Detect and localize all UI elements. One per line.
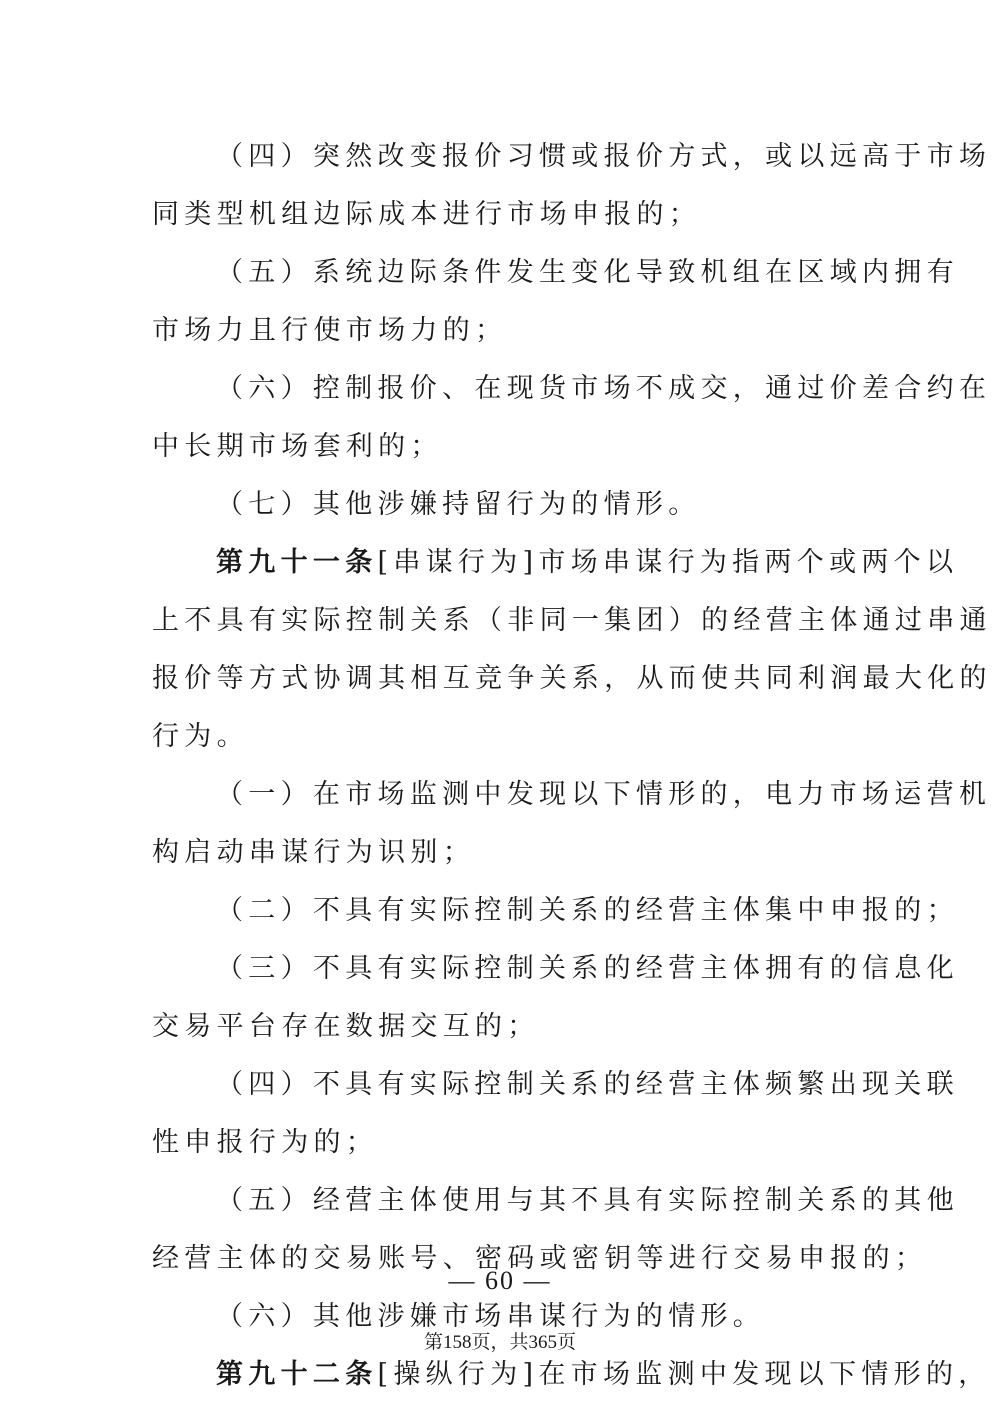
paragraph-line: （四）不具有实际控制关系的经营主体频繁出现关联 — [216, 1069, 959, 1100]
article-text: [操纵行为]在市场监测中发现以下情形的， — [377, 1359, 991, 1390]
article-line — [152, 1346, 991, 1404]
paragraph-line: （五）系统边际条件发生变化导致机组在区域内拥有 — [216, 257, 959, 288]
paragraph-line: 经营主体的交易账号、密码或密钥等进行交易申报的； — [152, 1243, 928, 1274]
paragraph-line: （五）经营主体使用与其不具有实际控制关系的其他 — [216, 1185, 959, 1216]
paragraph-line: （二）不具有实际控制关系的经营主体集中申报的； — [216, 895, 959, 926]
paragraph-line: （一）在市场监测中发现以下情形的，电力市场运营机 — [216, 779, 992, 810]
paragraph-line: 交易平台存在数据交互的； — [152, 1011, 540, 1042]
page-counter: 第158页，共365页 — [423, 1332, 576, 1353]
article-line — [152, 534, 959, 592]
paragraph-line: 同类型机组边际成本进行市场申报的； — [152, 199, 702, 230]
paragraph-line: 中长期市场套利的； — [152, 431, 443, 462]
paragraph-line: （六）控制报价、在现货市场不成交，通过价差合约在 — [216, 373, 992, 404]
paragraph-line: （四）突然改变报价习惯或报价方式，或以远高于市场 — [216, 141, 992, 172]
paragraph-line: （三）不具有实际控制关系的经营主体拥有的信息化 — [216, 953, 959, 984]
article-text: [串谋行为]市场串谋行为指两个或两个以 — [377, 547, 959, 578]
paragraph-line: 构启动串谋行为识别； — [152, 837, 475, 868]
paragraph-line: （六）其他涉嫌市场串谋行为的情形。 — [216, 1301, 766, 1332]
paragraph-line: 市场力且行使市场力的； — [152, 315, 508, 346]
page-number: — 60 — — [448, 1266, 552, 1295]
paragraph-line: 行为。 — [152, 721, 249, 752]
paragraph-line: 报价等方式协调其相互竞争关系，从而使共同利润最大化的 — [152, 663, 992, 694]
article-heading: 第九十二条 — [216, 1359, 378, 1390]
body-text — [152, 128, 992, 1404]
paragraph-line: （七）其他涉嫌持留行为的情形。 — [216, 489, 701, 520]
article-heading: 第九十一条 — [216, 547, 378, 578]
paragraph-line: 上不具有实际控制关系（非同一集团）的经营主体通过串通 — [152, 605, 992, 636]
paragraph-line: 性申报行为的； — [152, 1127, 379, 1158]
